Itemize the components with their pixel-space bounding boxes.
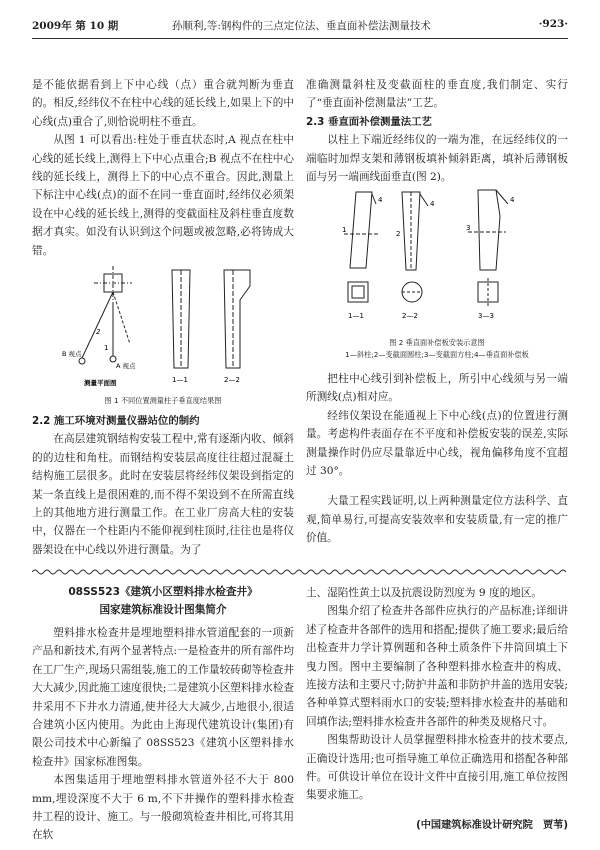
fig2-label-1: 1 <box>342 226 347 234</box>
fig2-label-4c: 4 <box>510 196 515 204</box>
paragraph-continued-right: 准确测量斜柱及变截面柱的垂直度,我们制定、实行了“垂直面补偿测量法”工艺。 <box>306 79 568 110</box>
article-2-left <box>32 624 294 845</box>
header-title: 孙顺利,等:钢构件的三点定位法、垂直面补偿法测量技术 <box>172 20 431 32</box>
fig2-label-4a: 4 <box>378 196 383 204</box>
article-2-right <box>306 584 568 805</box>
figure-1 <box>60 264 270 394</box>
running-header <box>32 14 568 36</box>
article-separator <box>32 568 568 576</box>
instrument-b <box>79 358 85 364</box>
section-2-3-body: 以柱上下端近经纬仪的一端为准，在远经纬仪的一端临时加焊支架和薄钢板填补倾斜距离，填补后薄钢板面与另一端画线面垂直(图 2)。 <box>306 134 568 184</box>
section-1-1-inner <box>352 286 364 298</box>
article-2-scope: 本图集适用于埋地塑料排水管道外径不大于 800 mm,埋设深度不大于 6 m,不下井操作的塑料排水检查井工程的设计、施工。与一般砌筑检查井相比,可将其用在软 <box>32 774 294 842</box>
compensation-plate-1 <box>372 194 376 204</box>
left-column-top <box>32 76 294 260</box>
page-number: ·923· <box>538 18 568 30</box>
paragraph-continued: 是不能依据看到上下中心线（点）重合就判断为垂直的。相反,经纬仪不在柱中心线的延长线上,如果上下的中心线(点)重合了,则恰说明柱不垂直。 <box>32 79 294 128</box>
section-1-1-shape <box>348 282 368 302</box>
article-2-title: 08SS523《建筑小区塑料排水检查井》 <box>68 586 258 598</box>
inclined-column <box>350 192 372 268</box>
label-2: 2 <box>96 328 101 336</box>
label-plan: 测量平面图 <box>84 379 117 387</box>
section-2-3-heading: 2.3 垂直面补偿测量法工艺 <box>306 115 432 128</box>
article-2-signature: (中国建筑标准设计研究院 贾苇) <box>416 820 568 831</box>
right-column-top <box>306 76 568 186</box>
label-view-a: A 视点 <box>116 362 136 370</box>
tapered-square-column <box>478 190 500 270</box>
fig2-label-4b: 4 <box>430 200 435 208</box>
sight-line-extra <box>113 292 130 344</box>
article-2-intro: 塑料排水检查井是埋地塑料排水管道配套的一项新产品和新技术,有两个显著特点:一是检查井的所有部件均在工厂生产,现场只需组装,施工的工作量较砖砌等检查井大大减少,因此施工速度很快;二是建筑小区塑料排水检查井采用不下井水力清通,使井径大大减少,占地很小,很适合建筑小区内使用。为此由上海现代建筑设计(集团)有限公司技术中心新编了 08SS523《建筑小区塑料排水检查井》国家标准图集。 <box>32 627 294 768</box>
article-2-subtitle: 国家建筑标准设计图集简介 <box>99 604 227 616</box>
article-2-contents: 图集介绍了检查井各部件应执行的产品标准;详细讲述了检查井各部件的选用和搭配;提供了施工要求;最后给出检查井力学计算例题和各种土质条件下井筒回填土下曳力图。图中主要编制了各种塑料排水检查井的构成、连接方法和主要尺寸;防护井盖和非防护井盖的选用安装;各种单算式塑料雨水口的安装;塑料排水检查井的基础和回填作法;塑料排水检查井各部件的种类及规格尺寸。 <box>306 605 568 728</box>
article-2-purpose: 图集帮助设计人员掌握塑料排水检查井的技术要点,正确设计选用;也可指导施工单位正确选用和搭配各种部件。可供设计单位在设计文件中直接引用,施工单位按图集要求施工。 <box>306 734 568 802</box>
compensation-plate-2 <box>420 194 428 206</box>
label-1: 1 <box>104 344 109 352</box>
figure-2 <box>316 182 556 332</box>
article-2-continued: 土、湿陷性黄土以及抗震设防烈度为 9 度的地区。 <box>306 587 542 599</box>
paragraph-conclusion: 大量工程实践证明,以上两种测量定位方法科学、直观,简单易行,可提高安装效率和安装质量,有一定的推广价值。 <box>306 495 568 545</box>
paragraph-centerline: 把柱中心线引到补偿板上，所引中心线须与另一端所测线(点)相对应。 <box>306 373 568 404</box>
header-rule <box>32 38 568 39</box>
paragraph-theodolite: 经纬仪架设在能通视上下中心线(点)的位置进行测量。考虑构件表面存在不平度和补偿板安装的误差,实际测量操作时仍应尽量靠近中心线，视角偏移角度不宜超过 30°。 <box>306 409 568 478</box>
fig2-label-3: 3 <box>466 224 471 232</box>
label-view-b: B 视点 <box>62 350 82 358</box>
fig2-sec-3: 3—3 <box>478 312 494 320</box>
section-2-2-heading: 2.2 施工环境对测量仪器站位的制约 <box>32 415 200 427</box>
figure-2-legend: 1—斜柱;2—变截面圆柱;3—变截面方柱;4—垂直面补偿板 <box>345 350 529 359</box>
right-column-mid <box>306 370 568 548</box>
section-2-2 <box>32 412 294 559</box>
fig2-sec-1: 1—1 <box>348 312 364 320</box>
figure-1-caption: 图 1 不同位置测量柱子垂直度结果图 <box>104 396 222 405</box>
paragraph-fig1-explanation: 从图 1 可以看出:柱处于垂直状态时,A 视点在柱中心线的延长线上,测得上下中心点重合;B 视点不在柱中心线的延长线上，测得上下的中心点不重合。因此,测量上下标注中心线(点)的面不在同一垂直面时,经纬仪必须架设在中心线的延长线上,测得的变截面柱及斜柱垂直度数据才真实。如没有认识到这个问题或被忽略,必将铸成大错。 <box>32 134 294 257</box>
label-sec-1: 1—1 <box>172 376 188 384</box>
issue-label: 2009年 第 10 期 <box>32 20 119 32</box>
section-2-2-body: 在高层建筑钢结构安装工程中,常有逐渐内收、倾斜的的边柱和角柱。而钢结构安装层高度往往超过混凝土结构施工层很多。此时在安装层将经纬仪架设到指定的某一条直线上是很困难的,而不得不架设到不在所需直线上的其他地方进行测量工作。在工业厂房高大柱的安装中，仪器在一个柱距内不能仰视到柱顶时,往往也是将仪器架设在中心线以外进行测量。为了 <box>32 433 294 556</box>
fig2-label-2: 2 <box>396 230 401 238</box>
column-section-2 <box>224 270 250 368</box>
label-sec-2: 2—2 <box>224 376 240 384</box>
fig2-sec-2: 2—2 <box>402 312 418 320</box>
figure-2-caption: 图 2 垂直面补偿板安装示意图 <box>389 338 485 347</box>
